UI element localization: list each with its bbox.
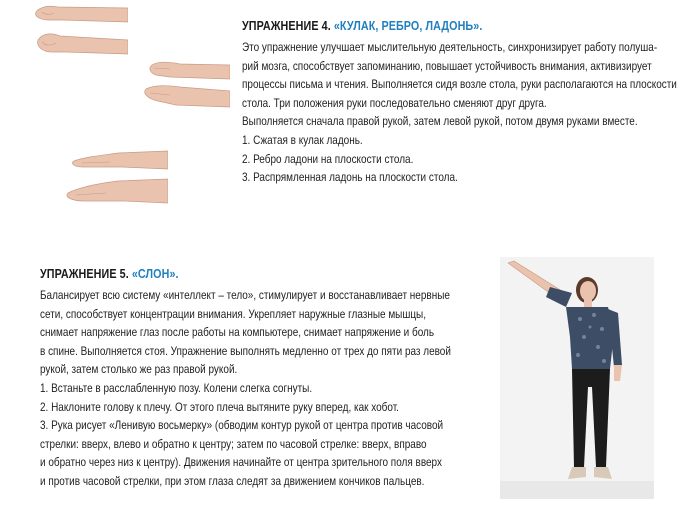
text-line: 3. Распрямленная ладонь на плоскости стола. <box>242 171 458 185</box>
flat-palm-photo <box>62 145 168 207</box>
text-line: 2. Наклоните голову к плечу. От этого плеча вытяните руку вперед, как хобот. <box>40 400 399 414</box>
exercise-4-number: УПРАЖНЕНИЕ 4. <box>242 19 331 33</box>
text-line: и обратно через низ к центру). Движения начинайте от центра зрительного поля вверх <box>40 456 442 470</box>
exercise-4 <box>242 19 692 188</box>
text-line: рукой, затем столько же раз правой рукой. <box>40 363 238 377</box>
text-line: 2. Ребро ладони на плоскости стола. <box>242 152 414 166</box>
text-line: процессы письма и чтения. Выполняется сидя возле стола, руки располагаются на плоскости <box>242 78 677 92</box>
exercise-5 <box>40 267 490 492</box>
exercise-4-name: «КУЛАК, РЕБРО, ЛАДОНЬ». <box>333 19 483 33</box>
exercise-5-number: УПРАЖНЕНИЕ 5. <box>40 267 129 281</box>
text-line: в спине. Выполняется стоя. Упражнение выполнять медленно от трех до пяти раз левой <box>40 344 451 358</box>
text-line: сети, способствует концентрации внимания. Укрепляет наружные глазные мышцы, <box>40 307 426 321</box>
text-line: 3. Рука рисует «Ленивую восьмерку» (обводим контур рукой от центра против часовой <box>40 419 444 433</box>
exercise-5-body <box>40 287 490 492</box>
text-line: Это упражнение улучшает мыслительную деятельность, синхронизирует работу полуша- <box>242 41 658 54</box>
text-line: и против часовой стрелки, при этом глаза следят за движением кончиков пальцев. <box>40 474 425 488</box>
text-line: Балансирует всю систему «интеллект – тело», стимулирует и восстанавливает нервные <box>40 289 450 302</box>
exercise-4-title <box>242 19 629 33</box>
exercise-4-body <box>242 39 692 188</box>
exercise-5-title <box>40 267 427 281</box>
text-line: 1. Встаньте в расслабленную позу. Колени слегка согнуты. <box>40 381 313 395</box>
text-line: стола. Три положения руки последовательно сменяют друг друга. <box>242 96 547 110</box>
text-line: 1. Сжатая в кулак ладонь. <box>242 133 363 147</box>
fist-photo <box>28 0 128 62</box>
text-line: снимает напряжение глаз после работы на компьютере, снимает напряжение и боль <box>40 326 435 340</box>
text-line: Выполняется сначала правой рукой, затем левой рукой, потом двумя руками вместе. <box>242 115 638 129</box>
exercise-5-name: «СЛОН». <box>131 267 179 281</box>
text-line: рий мозга, способствует запоминанию, повышает устойчивость внимания, активизирует <box>242 59 652 73</box>
elephant-pose-photo <box>500 257 654 499</box>
text-line: стрелки: вверх, влево и обратно к центру; затем по часовой стрелке: вверх, вправо <box>40 437 427 451</box>
palm-edge-photo <box>140 55 230 113</box>
